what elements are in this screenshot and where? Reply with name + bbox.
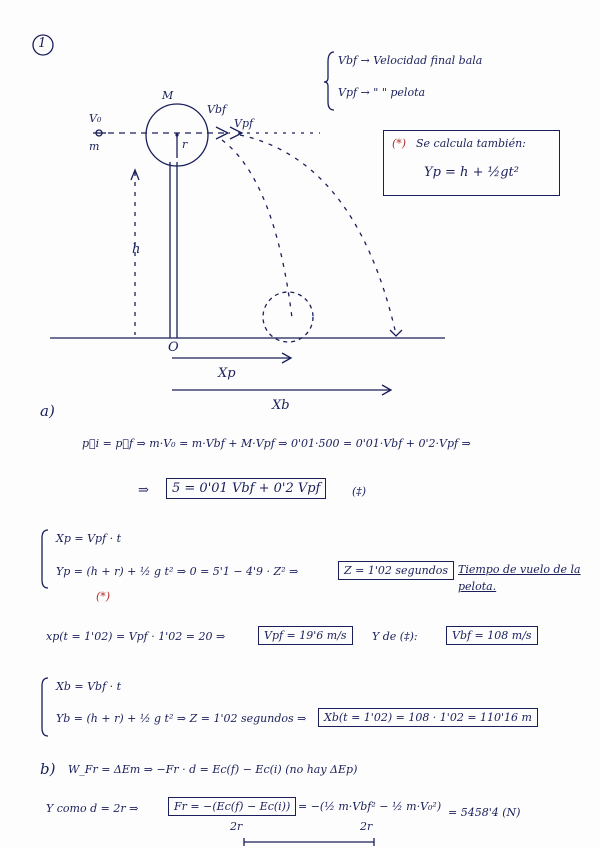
system2-brace [38,676,50,738]
momentum-result: 5 = 0'01 Vbf + 0'2 Vpf [166,478,326,499]
m-label: m [89,140,100,153]
xb-result: Xb(t = 1'02) = 108 · 1'02 = 110'16 m [318,708,538,727]
v0-label: V₀ [89,112,102,125]
vbf-result: Vbf = 108 m/s [446,626,538,645]
system1-brace [38,528,50,590]
sys2-line2: Yb = (h + r) + ½ g t² ⇒ Z = 1'02 segundos ⇒ [56,712,307,725]
vpf-result: Vpf = 19'6 m/s [258,626,353,645]
work-energy-equation: W_Fr = ΔEm ⇒ −Fr · d = Ec(f) − Ec(i) (no hay ΔEp) [68,763,358,776]
time-box: Z = 1'02 segundos [338,561,454,580]
sys2-line1: Xb = Vbf · t [56,680,122,693]
time-note-1: Tiempo de vuelo de la [458,563,581,576]
result-tag: (‡) [352,485,367,498]
vbf-label: Vbf [207,103,227,116]
bullet-trajectory [240,135,395,330]
r-label: r [182,138,188,151]
xp-equation: xp(t = 1'02) = Vpf · 1'02 = 20 ⇒ [46,630,226,643]
fr-frac2-num: = −(½ m·Vbf² − ½ m·V₀²) [298,800,442,813]
sys1-line1: Xp = Vpf · t [56,532,122,545]
fr-frac1-num: Fr = −(Ec(f) − Ec(i)) [174,800,291,813]
bottom-underline [240,836,380,848]
fr-box [168,797,296,816]
landed-ball [263,292,313,342]
momentum-equation: p⃗i = p⃗f ⇒ m·V₀ = m·Vbf + M·Vpf ⇒ 0'01·500 = 0'01·Vbf + 0'2·Vpf ⇒ [82,437,471,450]
ball-trajectory [222,140,292,318]
xb-label: Xb [272,398,290,413]
fr-result: = 5458'4 (N) [448,806,521,819]
physics-diagram [0,0,600,420]
star-marker: (*) [96,590,111,603]
h-label: h [132,242,141,257]
fr-frac1-den: 2r [230,820,243,833]
mass-label: M [162,89,174,102]
sys1-line2: Yp = (h + r) + ½ g t² ⇒ 0 = 5'1 − 4'9 · Z² ⇒ [56,565,299,578]
xp-label: Xp [218,366,236,381]
and-text: Y de (‡): [372,630,418,643]
problem-number: 1 [38,36,47,51]
part-b-label: b) [40,760,56,778]
legend-line-2: Vpf → " " pelota [338,86,426,99]
note-text: Se calcula también: [416,137,526,150]
result-arrow: ⇒ [138,483,149,498]
vpf-label: Vpf [234,117,254,130]
distance-statement: Y como d = 2r ⇒ [46,802,139,815]
bullet-landing-mark [390,330,402,336]
part-a-label: a) [40,402,55,420]
note-equation: Yp = h + ½gt² [424,165,519,180]
fr-frac2-den: 2r [360,820,373,833]
origin-label: O [168,340,179,355]
note-box [383,130,560,196]
note-marker: (*) [392,137,407,150]
time-note-2: pelota. [458,580,497,593]
legend-brace [324,52,334,110]
legend-line-1: Vbf → Velocidad final bala [338,54,483,67]
